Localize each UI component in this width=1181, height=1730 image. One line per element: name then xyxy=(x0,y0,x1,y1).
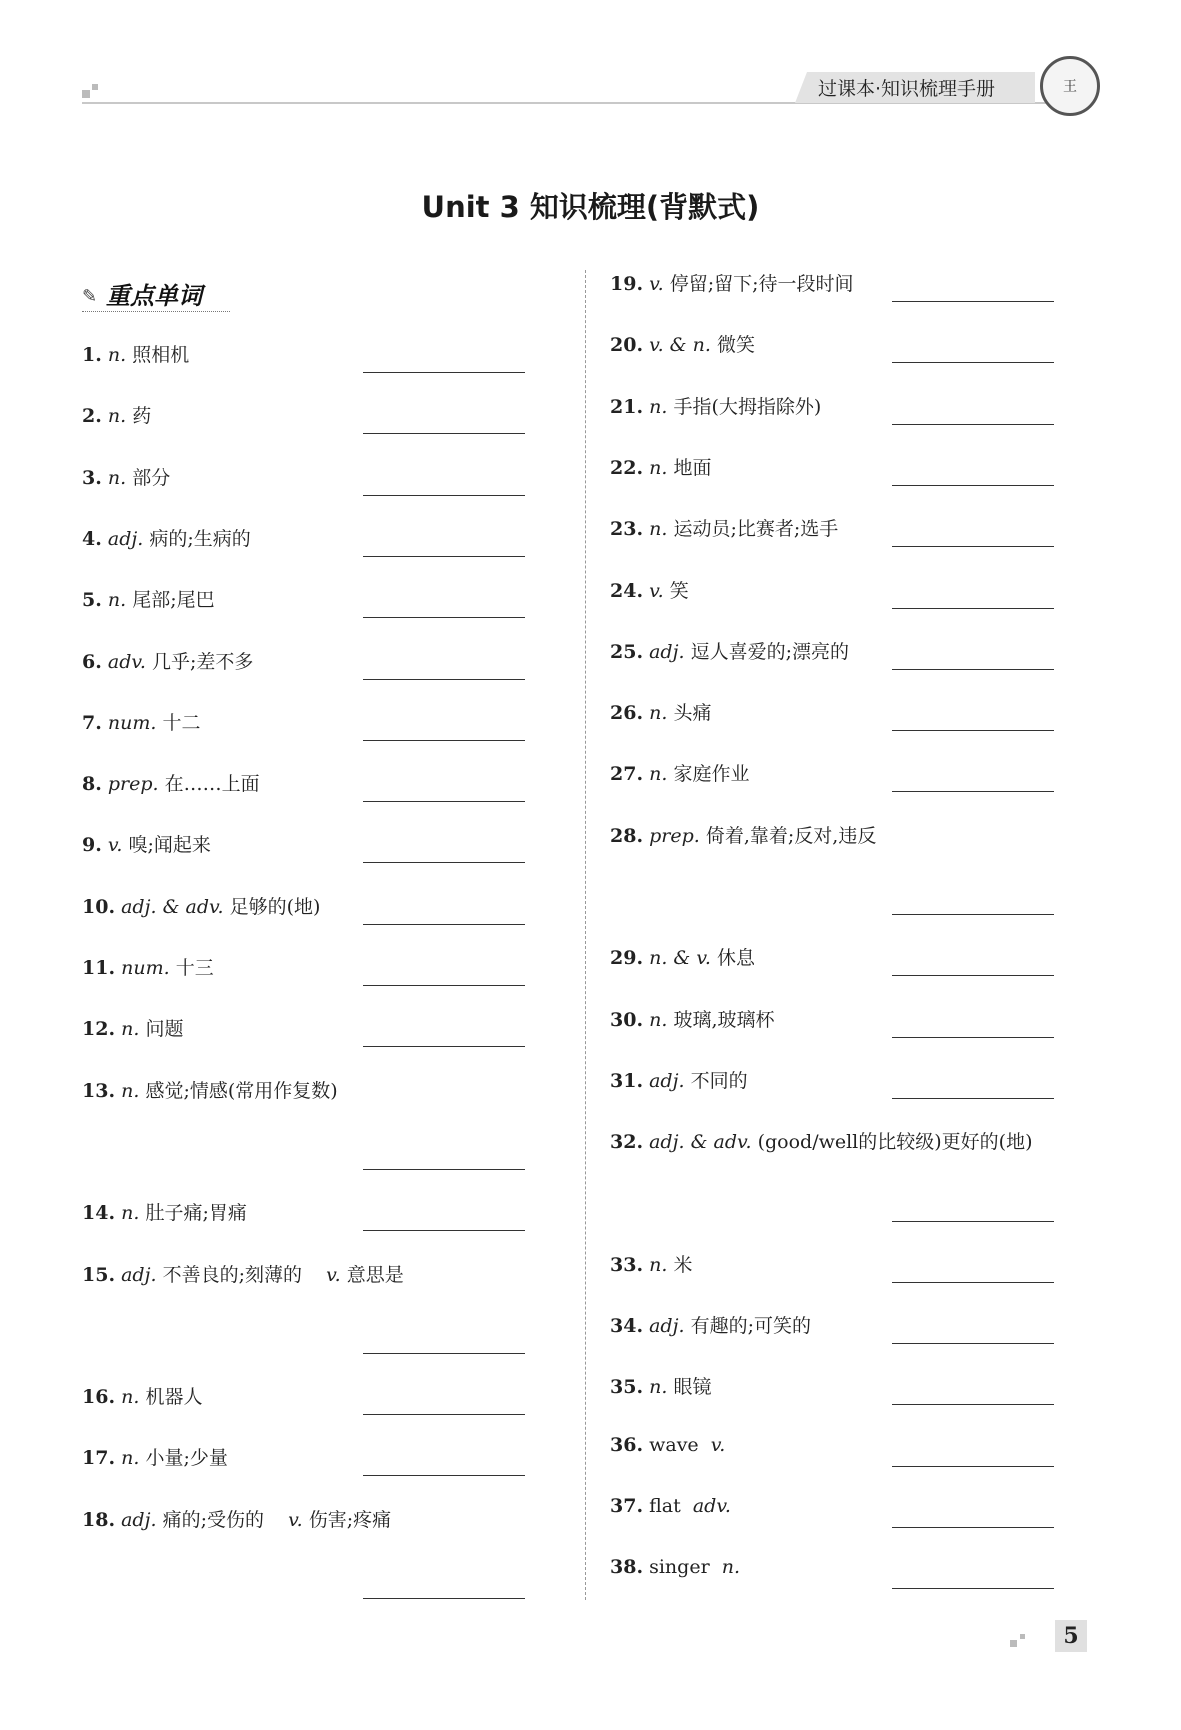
item-number: 10. xyxy=(82,895,116,918)
answer-blank[interactable] xyxy=(363,1353,525,1354)
item-meaning: 手指(大拇指除外) xyxy=(673,395,822,418)
item-number: 16. xyxy=(82,1386,116,1409)
item-word: singer xyxy=(649,1556,710,1579)
item-number: 23. xyxy=(610,518,644,541)
vocab-item xyxy=(610,1311,811,1338)
item-meaning: 痛的;受伤的 xyxy=(162,1508,264,1531)
answer-blank[interactable] xyxy=(363,556,525,557)
item-number: 11. xyxy=(82,957,116,979)
part-of-speech: adv. xyxy=(107,650,146,673)
item-number: 5. xyxy=(82,589,102,612)
item-meaning: 机器人 xyxy=(145,1386,203,1409)
vocab-item xyxy=(610,453,711,480)
part-of-speech: adj. xyxy=(649,1069,685,1092)
answer-blank[interactable] xyxy=(363,862,525,863)
answer-blank[interactable] xyxy=(892,608,1054,609)
part-of-speech: num. xyxy=(121,957,170,979)
item-number: 20. xyxy=(610,334,644,357)
item-meaning: 意思是 xyxy=(346,1263,404,1286)
vocab-item xyxy=(610,821,876,848)
item-meaning: 逗人喜爱的;漂亮的 xyxy=(690,640,849,663)
item-number: 21. xyxy=(610,395,644,418)
part-of-speech: n. xyxy=(107,344,127,366)
vocab-item xyxy=(610,1005,774,1032)
part-of-speech: n. xyxy=(649,395,668,418)
item-number: 15. xyxy=(82,1263,116,1286)
answer-blank[interactable] xyxy=(363,1598,525,1599)
vocab-item xyxy=(82,1260,404,1287)
item-meaning: 几乎;差不多 xyxy=(151,650,254,673)
item-meaning: 倚着,靠着;反对,违反 xyxy=(705,824,877,847)
answer-blank[interactable] xyxy=(363,740,525,741)
item-number: 27. xyxy=(610,763,644,786)
item-meaning: 嗅;闻起来 xyxy=(128,834,211,857)
vocab-item xyxy=(82,1076,338,1103)
answer-blank[interactable] xyxy=(892,485,1054,486)
page-title: Unit 3 知识梳理(背默式) xyxy=(421,190,760,224)
item-meaning: 照相机 xyxy=(132,344,190,366)
part-of-speech: prep. xyxy=(649,824,700,847)
part-of-speech: n. xyxy=(649,702,668,725)
item-meaning: 不同的 xyxy=(690,1069,748,1092)
item-number: 32. xyxy=(610,1131,644,1154)
item-number: 24. xyxy=(610,579,644,602)
item-number: 1. xyxy=(82,344,102,366)
answer-blank[interactable] xyxy=(363,495,525,496)
answer-blank[interactable] xyxy=(892,791,1054,792)
answer-blank[interactable] xyxy=(892,914,1054,915)
part-of-speech: n. xyxy=(121,1386,140,1409)
part-of-speech: prep. xyxy=(107,773,159,796)
item-meaning: 微笑 xyxy=(716,334,755,357)
answer-blank[interactable] xyxy=(363,801,525,802)
answer-blank[interactable] xyxy=(892,1221,1054,1222)
answer-blank[interactable] xyxy=(892,1098,1054,1099)
vocab-item xyxy=(610,1556,740,1578)
item-meaning: 笑 xyxy=(669,579,689,602)
item-number: 9. xyxy=(82,834,102,857)
item-meaning: 十三 xyxy=(175,957,214,979)
vocab-item xyxy=(610,1250,692,1277)
part-of-speech: adj. xyxy=(121,1263,157,1286)
vocab-item xyxy=(82,340,189,367)
item-number: 12. xyxy=(82,1018,116,1041)
part-of-speech: adj. xyxy=(121,1508,157,1531)
column-divider xyxy=(585,270,586,1600)
part-of-speech: v. xyxy=(649,579,664,602)
vocab-item xyxy=(610,1066,748,1093)
item-meaning: 家庭作业 xyxy=(673,763,750,786)
vocab-item xyxy=(610,1434,725,1456)
part-of-speech: v. xyxy=(288,1508,303,1531)
item-number: 36. xyxy=(610,1433,644,1456)
item-number: 19. xyxy=(610,273,644,295)
item-number: 33. xyxy=(610,1253,644,1276)
item-meaning: 头痛 xyxy=(673,702,712,725)
item-number: 18. xyxy=(82,1508,116,1531)
vocab-item xyxy=(82,524,251,551)
part-of-speech: n. xyxy=(649,1008,668,1031)
part-of-speech: v. xyxy=(107,834,123,857)
vocab-item xyxy=(610,943,755,970)
vocab-item xyxy=(610,330,755,357)
item-number: 31. xyxy=(610,1069,644,1092)
part-of-speech: n. xyxy=(121,1079,140,1102)
part-of-speech: num. xyxy=(107,711,157,734)
item-meaning: 地面 xyxy=(673,456,712,479)
item-word: flat xyxy=(649,1495,681,1517)
footer-decoration xyxy=(1010,1640,1017,1647)
footer-decoration xyxy=(1020,1634,1025,1639)
publisher-logo: 王 xyxy=(1040,56,1100,116)
item-meaning: 十二 xyxy=(162,711,201,734)
vocab-item xyxy=(610,392,821,419)
answer-blank[interactable] xyxy=(892,1588,1054,1589)
section-title: 重点单词 xyxy=(106,282,202,310)
vocab-item xyxy=(82,1505,391,1532)
answer-blank[interactable] xyxy=(363,1169,525,1170)
answer-blank[interactable] xyxy=(892,975,1054,976)
answer-blank[interactable] xyxy=(892,1404,1054,1405)
item-meaning: 休息 xyxy=(716,947,755,970)
part-of-speech: n. xyxy=(649,763,668,786)
answer-blank[interactable] xyxy=(892,1282,1054,1283)
vocab-item xyxy=(82,1443,228,1470)
item-meaning: 感觉;情感(常用作复数) xyxy=(145,1079,338,1102)
item-number: 26. xyxy=(610,702,644,725)
item-number: 38. xyxy=(610,1556,644,1579)
answer-blank[interactable] xyxy=(892,730,1054,731)
part-of-speech: adj. xyxy=(107,527,144,550)
answer-blank[interactable] xyxy=(892,1466,1054,1467)
vocab-item xyxy=(82,708,200,735)
item-meaning: 不善良的;刻薄的 xyxy=(162,1263,302,1286)
part-of-speech: n. xyxy=(121,1447,140,1470)
vocab-item xyxy=(610,1372,711,1399)
answer-blank[interactable] xyxy=(363,1046,525,1047)
item-meaning: (good/well的比较级)更好的(地) xyxy=(757,1131,1033,1154)
answer-blank[interactable] xyxy=(363,924,525,925)
header-decoration xyxy=(92,84,98,90)
item-number: 25. xyxy=(610,640,644,663)
part-of-speech: n. & v. xyxy=(649,947,711,970)
vocab-item xyxy=(82,830,211,857)
item-meaning: 部分 xyxy=(132,466,171,489)
item-meaning: 米 xyxy=(673,1253,693,1276)
item-number: 13. xyxy=(82,1079,116,1102)
item-number: 30. xyxy=(610,1008,644,1031)
vocab-item xyxy=(82,585,215,612)
answer-blank[interactable] xyxy=(892,1343,1054,1344)
part-of-speech: n. xyxy=(121,1018,140,1041)
item-meaning: 运动员;比赛者;选手 xyxy=(673,518,839,541)
part-of-speech: adj. xyxy=(649,1315,685,1338)
item-meaning: 问题 xyxy=(145,1018,184,1041)
answer-blank[interactable] xyxy=(363,1230,525,1231)
vocab-item xyxy=(610,514,838,541)
answer-blank[interactable] xyxy=(892,1037,1054,1038)
item-number: 37. xyxy=(610,1495,644,1517)
part-of-speech: v. & n. xyxy=(649,334,711,357)
part-of-speech: v. xyxy=(649,273,664,295)
vocab-item xyxy=(82,769,260,796)
part-of-speech: n. xyxy=(649,1376,668,1399)
answer-blank[interactable] xyxy=(363,1475,525,1476)
part-of-speech: adj. & adv. xyxy=(121,895,224,918)
item-number: 8. xyxy=(82,773,102,796)
answer-blank[interactable] xyxy=(363,372,525,373)
item-number: 4. xyxy=(82,527,102,550)
part-of-speech: n. xyxy=(649,1253,668,1276)
answer-blank[interactable] xyxy=(363,679,525,680)
item-word: wave xyxy=(649,1433,699,1456)
vocab-item xyxy=(610,637,849,664)
answer-blank[interactable] xyxy=(892,1527,1054,1528)
vocab-item xyxy=(82,1382,202,1409)
answer-blank[interactable] xyxy=(363,1414,525,1415)
item-number: 22. xyxy=(610,456,644,479)
item-meaning: 足够的(地) xyxy=(229,895,321,918)
item-meaning: 在……上面 xyxy=(164,773,260,796)
pen-icon: ✎ xyxy=(82,286,98,307)
answer-blank[interactable] xyxy=(363,433,525,434)
item-meaning: 伤害;疼痛 xyxy=(308,1508,392,1531)
item-meaning: 停留;留下;待一段时间 xyxy=(669,273,854,295)
item-number: 3. xyxy=(82,466,102,489)
part-of-speech: n. xyxy=(649,518,668,541)
item-number: 35. xyxy=(610,1376,644,1399)
answer-blank[interactable] xyxy=(892,301,1054,302)
item-meaning: 药 xyxy=(132,405,152,428)
part-of-speech: n. xyxy=(649,456,668,479)
section-underline xyxy=(82,311,230,312)
page-number: 5 xyxy=(1055,1620,1087,1652)
answer-blank[interactable] xyxy=(363,617,525,618)
item-meaning: 病的;生病的 xyxy=(149,527,251,550)
part-of-speech: adj. & adv. xyxy=(649,1131,752,1154)
item-number: 6. xyxy=(82,650,102,673)
part-of-speech: v. xyxy=(710,1433,726,1456)
book-title: 过课本·知识梳理手册 xyxy=(818,78,996,100)
vocab-item xyxy=(82,1014,183,1041)
header-decoration xyxy=(82,90,90,98)
vocab-item xyxy=(610,759,749,786)
part-of-speech: v. xyxy=(326,1263,341,1286)
part-of-speech: n. xyxy=(107,589,127,612)
item-number: 28. xyxy=(610,824,644,847)
vocab-item xyxy=(82,647,253,674)
vocab-item xyxy=(610,576,689,603)
vocab-item xyxy=(82,463,170,490)
part-of-speech: n. xyxy=(107,466,127,489)
item-meaning: 肚子痛;胃痛 xyxy=(145,1202,247,1225)
item-number: 2. xyxy=(82,405,102,428)
item-number: 14. xyxy=(82,1202,116,1225)
item-meaning: 尾部;尾巴 xyxy=(132,589,215,612)
item-number: 34. xyxy=(610,1315,644,1338)
answer-blank[interactable] xyxy=(363,985,525,986)
item-meaning: 眼镜 xyxy=(673,1376,712,1399)
item-number: 17. xyxy=(82,1447,116,1470)
vocab-item xyxy=(610,698,711,725)
vocab-item xyxy=(82,1198,247,1225)
vocab-item xyxy=(610,269,854,296)
answer-blank[interactable] xyxy=(892,424,1054,425)
part-of-speech: adj. xyxy=(649,640,685,663)
vocab-item xyxy=(82,892,320,919)
item-meaning: 玻璃,玻璃杯 xyxy=(673,1008,775,1031)
vocab-item xyxy=(610,1495,731,1517)
item-meaning: 小量;少量 xyxy=(145,1447,228,1470)
vocab-item xyxy=(82,401,151,428)
vocab-item xyxy=(610,1127,1033,1154)
part-of-speech: n. xyxy=(121,1202,140,1225)
vocab-item xyxy=(82,953,214,980)
answer-blank[interactable] xyxy=(892,362,1054,363)
answer-blank[interactable] xyxy=(892,546,1054,547)
answer-blank[interactable] xyxy=(892,669,1054,670)
part-of-speech: n. xyxy=(721,1556,741,1579)
item-number: 7. xyxy=(82,711,102,734)
item-number: 29. xyxy=(610,947,644,970)
part-of-speech: adv. xyxy=(692,1495,731,1517)
part-of-speech: n. xyxy=(107,405,127,428)
item-meaning: 有趣的;可笑的 xyxy=(690,1315,811,1338)
